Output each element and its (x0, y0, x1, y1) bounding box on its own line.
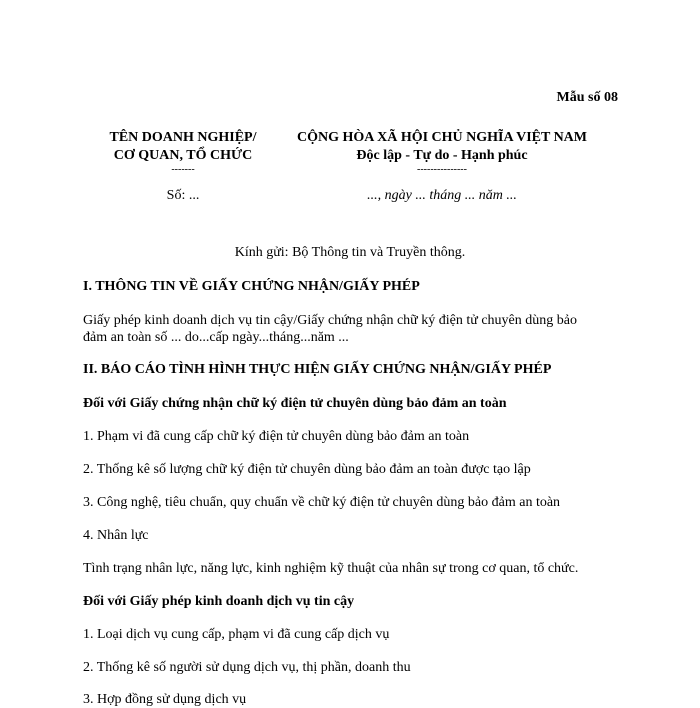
section1-text-line2: đảm an toàn số ... do...cấp ngày...tháng...năm ... (83, 330, 349, 345)
list-item: 2. Thống kê số người sử dụng dịch vụ, thị phần, doanh thu (83, 660, 411, 675)
form-number: Mẫu số 08 (556, 90, 618, 105)
national-title: CỘNG HÒA XÃ HỘI CHỦ NGHĨA VIỆT NAM (296, 130, 587, 145)
national-header (287, 129, 597, 175)
section2-subheading-1: Đối với Giấy chứng nhận chữ ký điện tử chuyên dùng bảo đảm an toàn (83, 396, 507, 411)
recipient-line: Kính gửi: Bộ Thông tin và Truyền thông. (234, 245, 466, 260)
section1-title: I. THÔNG TIN VỀ GIẤY CHỨNG NHẬN/GIẤY PHÉP (83, 279, 420, 294)
national-motto: Độc lập - Tự do - Hạnh phúc (356, 148, 528, 163)
section1-text-line1: Giấy phép kinh doanh dịch vụ tin cậy/Giấy chứng nhận chữ ký điện tử chuyên dùng bảo (83, 313, 577, 328)
document-number: Số: ... (166, 188, 200, 203)
list-item-description: Tình trạng nhân lực, năng lực, kinh nghiệm kỹ thuật của nhân sự trong cơ quan, tổ chức. (83, 561, 579, 576)
org-divider: ------- (171, 164, 195, 175)
section2-subheading-2: Đối với Giấy phép kinh doanh dịch vụ tin cậy (83, 594, 355, 609)
document-date: ..., ngày ... tháng ... năm ... (367, 188, 517, 203)
list-item: 1. Phạm vi đã cung cấp chữ ký điện tử chuyên dùng bảo đảm an toàn (83, 429, 470, 444)
national-divider: --------------- (417, 164, 467, 175)
org-name-line2: CƠ QUAN, TỔ CHỨC (113, 148, 253, 163)
list-item: 3. Hợp đồng sử dụng dịch vụ (83, 692, 247, 707)
list-item: 1. Loại dịch vụ cung cấp, phạm vi đã cung cấp dịch vụ (83, 627, 390, 642)
organization-header (83, 129, 283, 175)
list-item: 2. Thống kê số lượng chữ ký điện tử chuyên dùng bảo đảm an toàn được tạo lập (83, 462, 531, 477)
org-name-line1: TÊN DOANH NGHIỆP/ (109, 130, 257, 145)
list-item: 4. Nhân lực (83, 528, 149, 543)
section2-title: II. BÁO CÁO TÌNH HÌNH THỰC HIỆN GIẤY CHỨNG NHẬN/GIẤY PHÉP (83, 362, 552, 377)
list-item: 3. Công nghệ, tiêu chuẩn, quy chuẩn về chữ ký điện tử chuyên dùng bảo đảm an toàn (83, 495, 561, 510)
